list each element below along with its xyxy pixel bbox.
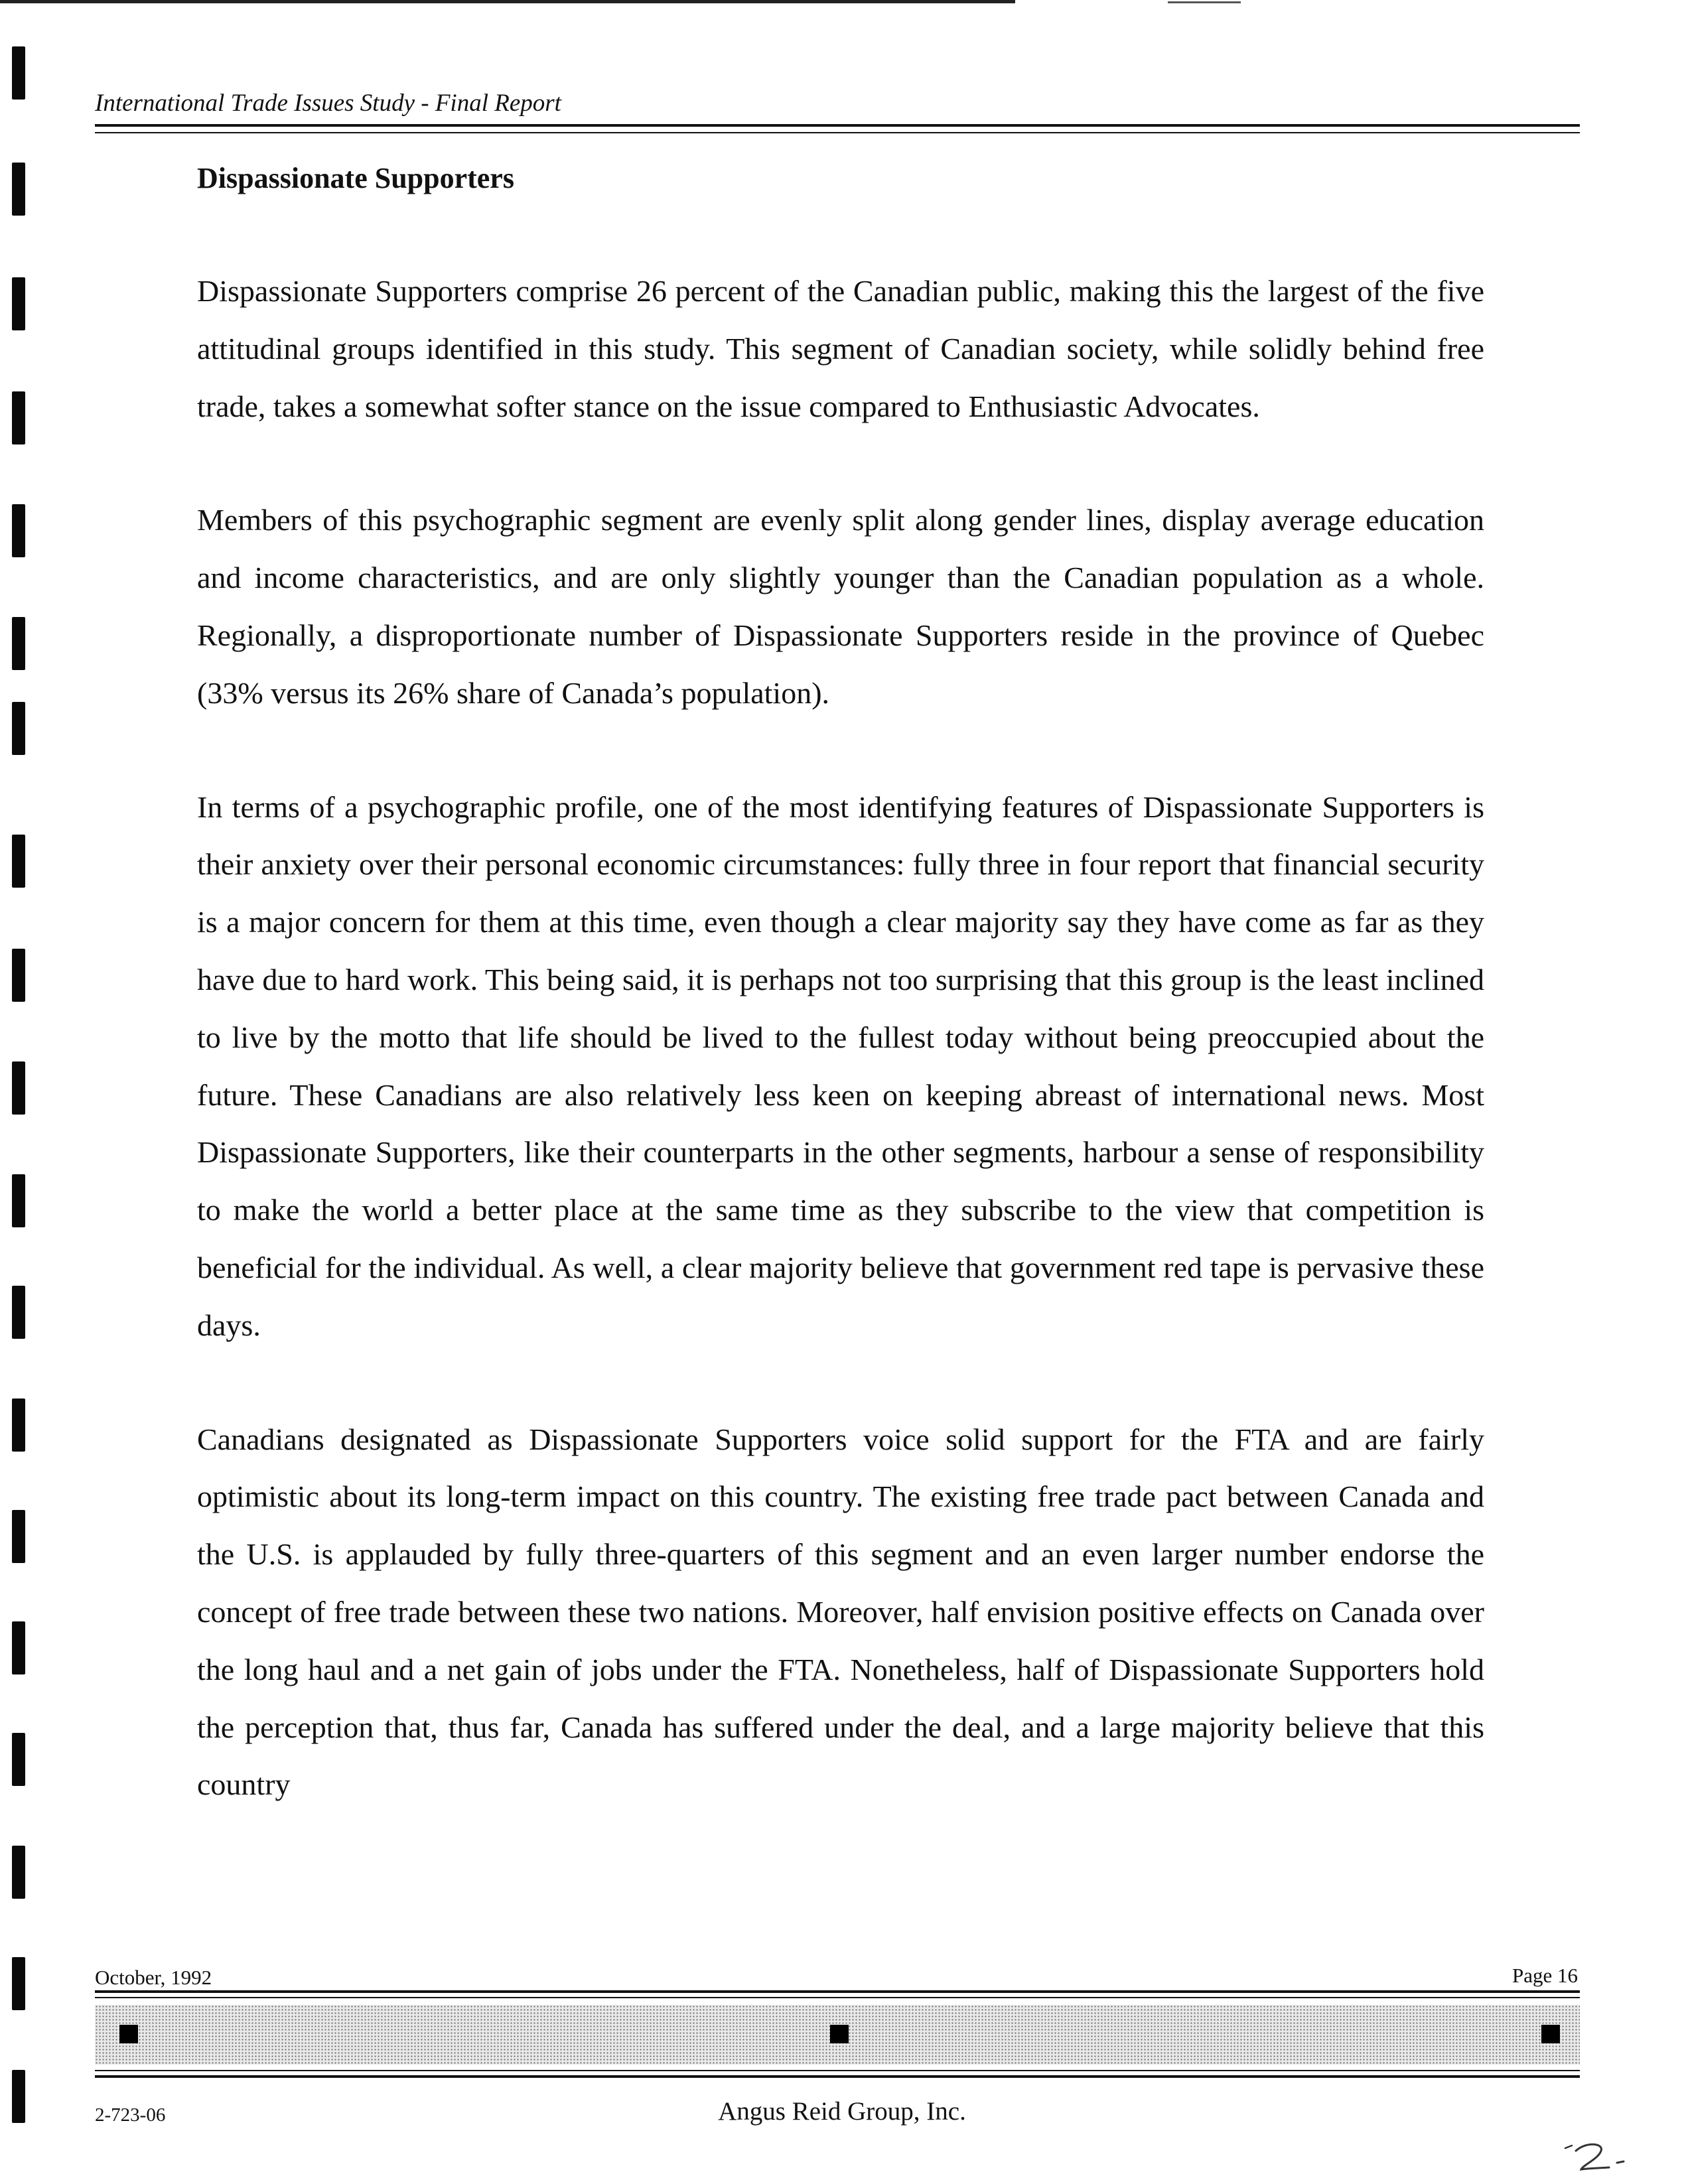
binder-hole-mark bbox=[12, 277, 25, 330]
footer-date: October, 1992 bbox=[95, 1966, 212, 1989]
footer-double-rule bbox=[95, 1990, 1580, 1998]
footer-double-rule bbox=[95, 2070, 1580, 2078]
scan-top-edge-line bbox=[1168, 1, 1241, 3]
paragraph: Dispassionate Supporters comprise 26 percent of the Canadian public, making this the largest of the five attitudinal groups identified in this study. This segment of Canadian society, while solidly behind free trade, takes a somewhat softer stance on the issue compared to Enthusiastic Advocates. bbox=[197, 274, 1484, 423]
organization-name: Angus Reid Group, Inc. bbox=[718, 2097, 966, 2126]
binder-hole-mark bbox=[12, 504, 25, 557]
binder-hole-mark bbox=[12, 1621, 25, 1674]
binder-hole-mark bbox=[12, 1061, 25, 1115]
binder-hole-mark bbox=[12, 949, 25, 1002]
paragraph: Members of this psychographic segment are evenly split along gender lines, display average education and income characteristics, and are only slightly younger than the Canadian population as a whole. Regionally, a disproportionate number of Dispassionate Supporters reside in the province of Quebec (33% versus its 26% share of Canada’s population). bbox=[197, 503, 1484, 710]
body-text bbox=[197, 263, 1484, 1870]
binder-hole-mark bbox=[12, 835, 25, 888]
header-double-rule bbox=[95, 124, 1580, 133]
binder-hole-mark bbox=[12, 391, 25, 444]
paragraph: Canadians designated as Dispassionate Supporters voice solid support for the FTA and are fairly optimistic about its long-term impact on this country. The existing free trade pact between Canada and the U.S. is applauded by fully three-quarters of this segment and an even larger number endorse the concept of free trade between these two nations. Moreover, half envision positive effects on Canada over the long haul and a net gain of jobs under the FTA. Nonetheless, half of Dispassionate Supporters hold the perception that, thus far, Canada has suffered under the deal, and a large majority believe that this country bbox=[197, 1422, 1484, 1802]
section-heading: Dispassionate Supporters bbox=[197, 162, 514, 194]
scan-top-edge-line bbox=[0, 0, 1015, 3]
binder-hole-mark bbox=[12, 1846, 25, 1899]
paragraph: In terms of a psychographic profile, one of the most identifying features of Dispassionate Supporters is their anxiety over their personal economic circumstances: fully three in four report that financial security is a major concern for them at this time, even though a clear majority say they have come as far as they have due to hard work. This being said, it is perhaps not too surprising that this group is the least inclined to live by the motto that life should be lived to the fullest today without being preoccupied about the future. These Canadians are also relatively less keen on keeping abreast of international news. Most Dispassionate Supporters, like their counterparts in the other segments, harbour a sense of responsibility to make the world a better place at the same time as they subscribe to the view that competition is beneficial for the individual. As well, a clear majority believe that government red tape is pervasive these days. bbox=[197, 789, 1484, 1342]
binder-hole-mark bbox=[12, 617, 25, 670]
footer-square-bullet bbox=[1541, 2025, 1560, 2043]
binder-hole-mark bbox=[12, 163, 25, 216]
binder-hole-mark bbox=[12, 702, 25, 755]
binder-hole-mark bbox=[12, 1733, 25, 1786]
page-number: Page 16 bbox=[1511, 1964, 1578, 1987]
footer-square-bullet bbox=[119, 2025, 138, 2043]
binder-hole-mark bbox=[12, 46, 25, 100]
document-code: 2-723-06 bbox=[95, 2104, 166, 2126]
binder-hole-mark bbox=[12, 1957, 25, 2010]
running-header: International Trade Issues Study - Final Report bbox=[95, 90, 561, 117]
binder-hole-mark bbox=[12, 1174, 25, 1227]
binder-hole-mark bbox=[12, 1510, 25, 1563]
binder-hole-mark bbox=[12, 1399, 25, 1452]
handwritten-mark bbox=[1563, 2136, 1642, 2176]
binder-hole-mark bbox=[12, 1286, 25, 1339]
footer-square-bullet bbox=[830, 2025, 849, 2043]
